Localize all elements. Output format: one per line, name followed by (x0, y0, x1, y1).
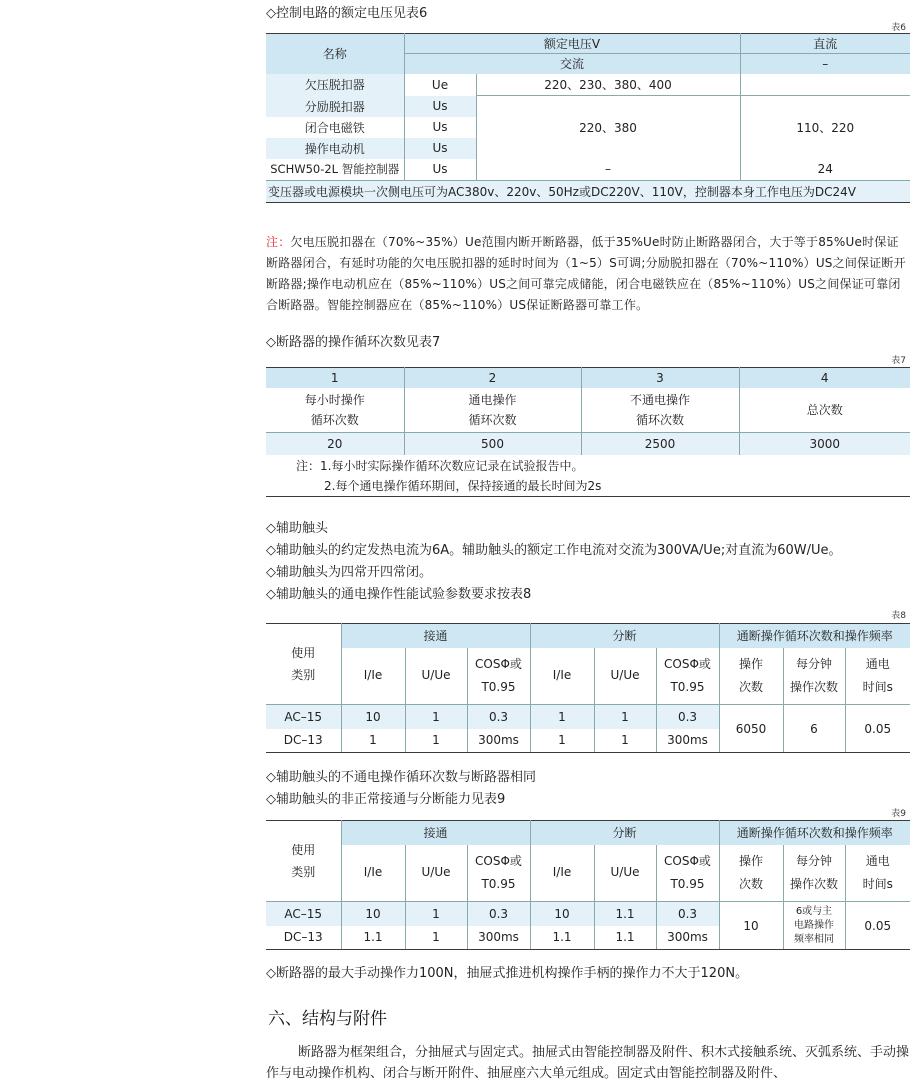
sub-line: 操作次数 (789, 679, 838, 694)
aux-line: ◇辅助触头的通电操作性能试验参数要求按表8 (266, 587, 532, 602)
use-line: 类别 (291, 865, 316, 879)
table9-cell: 1.1 (530, 926, 594, 950)
section-title: 六、结构与附件 (268, 1009, 387, 1029)
table8-use (266, 624, 341, 705)
sub-line: 时间s (862, 679, 893, 694)
table6-merged-dc: 110、220 (740, 96, 910, 159)
table6-cell: Us (404, 159, 476, 181)
aux-line: ◇辅助触头为四常开四常闭。 (266, 565, 432, 580)
table9-sub: U/Ue (594, 845, 656, 902)
table8-sub: U/Ue (405, 648, 467, 705)
table7-value: 20 (266, 433, 404, 455)
table7-label-line: 通电操作 (468, 392, 517, 407)
table9-sub: U/Ue (405, 845, 467, 902)
use-line: 类别 (291, 668, 316, 682)
table7-note: 注：1.每小时实际操作循环次数应记录在试验报告中。 (296, 458, 584, 473)
table8-cell: 1 (341, 729, 405, 753)
sub-line: 操作次数 (789, 876, 838, 891)
table8-sub (467, 648, 530, 705)
sub-line: COSΦ或 (664, 853, 711, 868)
table6-heading: ◇控制电路的额定电压见表6 (266, 6, 428, 21)
table8-cat: DC–13 (266, 729, 341, 753)
table8-sub (719, 648, 783, 705)
sub-line: T0.95 (481, 679, 516, 694)
table7-label: 表7 (891, 356, 906, 366)
table6-cell: Us (404, 138, 476, 159)
table8-off: 分断 (530, 624, 719, 648)
table8-sub (845, 648, 910, 705)
table9-sub (719, 845, 783, 902)
table8-cell: 1 (405, 729, 467, 753)
table8-cell: 0.3 (467, 705, 530, 729)
table7-value: 2500 (581, 433, 739, 455)
note-text: 欠电压脱扣器在（70%~35%）Ue范围内断开断路器，低于35%Ue时防止断路器闭合，大于等于85%Ue时保证断路器闭合，有延时功能的欠电压脱扣器的延时时间为（1~5）S可调;分励脱扣器在（70%~110%）US之间保证断开断路器;操作电动机应在（85%~110%）US之间可靠完成储能，闭合电磁铁应在（85%~110%）US之间保证可靠闭合断路器。智能控制器应在（85%~110%）US保证断路器可靠工作。 (266, 235, 906, 312)
table7-label-cell (581, 388, 739, 433)
table7-value: 3000 (739, 433, 910, 455)
table9-cycle-val: 0.05 (845, 902, 910, 950)
sub-line: COSΦ或 (664, 656, 711, 671)
table8-cell: 300ms (467, 729, 530, 753)
use-line: 使用 (291, 843, 316, 857)
table6-label: 表6 (891, 23, 906, 33)
table7-label-cell (266, 388, 404, 433)
table8-cell: 300ms (656, 729, 719, 753)
table9-cell: 1 (405, 902, 467, 926)
table9-cell: 300ms (467, 926, 530, 950)
table8-cell: 1 (405, 705, 467, 729)
table8-cell: 1 (530, 729, 594, 753)
table6-header-name: 名称 (266, 34, 404, 74)
table6-cell: 24 (740, 159, 910, 181)
table9-cell: 1.1 (341, 926, 405, 950)
table6-merged-ac: 220、380 (476, 96, 740, 159)
table9 (266, 820, 910, 950)
table8-cell: 1 (594, 729, 656, 753)
table6-header-rated: 额定电压V (404, 34, 740, 54)
table7-col: 1 (266, 368, 404, 388)
table8-cat: AC–15 (266, 705, 341, 729)
note-label: 注： (266, 235, 291, 249)
table9-use (266, 821, 341, 902)
table6-cell: Us (404, 96, 476, 117)
table8-cell: 1 (594, 705, 656, 729)
table9-cycle: 通断操作循环次数和操作频率 (719, 821, 910, 845)
table8-sub (783, 648, 845, 705)
note-undervoltage (266, 232, 910, 316)
freq-line: 电路操作 (794, 919, 834, 931)
table8-cycle: 通断操作循环次数和操作频率 (719, 624, 910, 648)
table7-heading: ◇断路器的操作循环次数见表7 (266, 335, 441, 350)
table9-sub (656, 845, 719, 902)
sub-line: 每分钟 (795, 656, 832, 671)
table8 (266, 623, 910, 753)
table8-cell: 0.3 (656, 705, 719, 729)
table6-cell: – (476, 159, 740, 181)
section-paragraph: 断路器为框架组合，分抽屉式与固定式。抽屉式由智能控制器及附件、积木式接触系统、灭弧系统、手动操作与电动操作机构、闭合与断开附件、抽屉座六大单元组成。固定式由智能控制器及附件、 (266, 1045, 910, 1081)
mid-line: ◇辅助触头的非正常接通与分断能力见表9 (266, 792, 506, 807)
table7-note: 2.每个通电操作循环期间，保持接通的最长时间为2s (266, 476, 910, 497)
sub-line: 通电 (865, 853, 890, 868)
table6-header-dash: – (740, 54, 910, 74)
table9-cycle-val (783, 902, 845, 950)
sub-line: T0.95 (481, 876, 516, 891)
table6-cell: 分励脱扣器 (266, 96, 404, 117)
aux-line: ◇辅助触头 (266, 521, 328, 536)
table7-value: 500 (404, 433, 581, 455)
table7-label-cell: 总次数 (739, 388, 910, 433)
use-line: 使用 (291, 646, 316, 660)
table6-footer: 变压器或电源模块一次侧电压可为AC380v、220v、50Hz或DC220V、110V，控制器本身工作电压为DC24V (266, 181, 910, 203)
mid-line: ◇辅助触头的不通电操作循环次数与断路器相同 (266, 770, 536, 785)
sub-line: 次数 (738, 679, 763, 694)
table6-cell (740, 74, 910, 96)
sub-line: T0.95 (670, 876, 705, 891)
table9-sub (467, 845, 530, 902)
sub-line: 每分钟 (795, 853, 832, 868)
force-line: ◇断路器的最大手动操作力100N，抽屉式推进机构操作手柄的操作力不大于120N。 (266, 966, 749, 981)
table8-cycle-val: 0.05 (845, 705, 910, 753)
table6-cell: 220、230、380、400 (476, 74, 740, 96)
sub-line: 操作 (738, 853, 763, 868)
table8-sub: U/Ue (594, 648, 656, 705)
table9-on: 接通 (341, 821, 530, 845)
table8-cell: 1 (530, 705, 594, 729)
table6-cell: 操作电动机 (266, 138, 404, 159)
table6-cell: Us (404, 117, 476, 138)
table7-label-line: 不通电操作 (629, 392, 690, 407)
sub-line: 次数 (738, 876, 763, 891)
table9-cell: 300ms (656, 926, 719, 950)
table8-sub: I/Ie (530, 648, 594, 705)
table6-header-dc: 直流 (740, 34, 910, 54)
table6-cell: Ue (404, 74, 476, 96)
freq-line: 频率相同 (794, 933, 834, 945)
table6-cell: 闭合电磁铁 (266, 117, 404, 138)
table6-cell: SCHW50-2L 智能控制器 (266, 159, 404, 181)
table9-sub (783, 845, 845, 902)
table9-cycle-val: 10 (719, 902, 783, 950)
table9-sub: I/Ie (530, 845, 594, 902)
sub-line: 时间s (862, 876, 893, 891)
table8-sub (656, 648, 719, 705)
sub-line: 操作 (738, 656, 763, 671)
table9-cell: 1 (405, 926, 467, 950)
table7-label-line: 循环次数 (635, 412, 684, 427)
sub-line: COSΦ或 (475, 656, 522, 671)
table6-cell: 欠压脱扣器 (266, 74, 404, 96)
sub-line: COSΦ或 (475, 853, 522, 868)
table6-header-ac: 交流 (404, 54, 740, 74)
table9-cell: 1.1 (594, 926, 656, 950)
table9-off: 分断 (530, 821, 719, 845)
table6 (266, 33, 910, 203)
table8-on: 接通 (341, 624, 530, 648)
freq-line: 6或与主 (795, 905, 833, 917)
table9-sub (845, 845, 910, 902)
table9-cell: 0.3 (467, 902, 530, 926)
table9-cat: DC–13 (266, 926, 341, 950)
table7-label-line: 循环次数 (468, 412, 517, 427)
table7-col: 3 (581, 368, 739, 388)
table9-cell: 1.1 (594, 902, 656, 926)
sub-line: T0.95 (670, 679, 705, 694)
table8-label: 表8 (891, 611, 906, 621)
table7-col: 4 (739, 368, 910, 388)
table7 (266, 367, 910, 497)
table8-sub: I/Ie (341, 648, 405, 705)
table8-cell: 10 (341, 705, 405, 729)
table9-cell: 10 (341, 902, 405, 926)
table7-label-line: 循环次数 (310, 412, 359, 427)
table9-cat: AC–15 (266, 902, 341, 926)
table9-label: 表9 (891, 809, 906, 819)
table7-label-cell (404, 388, 581, 433)
table7-col: 2 (404, 368, 581, 388)
aux-line: ◇辅助触头的约定发热电流为6A。辅助触头的额定工作电流对交流为300VA/Ue;对直流为60W/Ue。 (266, 543, 842, 558)
sub-line: 通电 (865, 656, 890, 671)
table7-label-line: 每小时操作 (304, 392, 365, 407)
table8-cycle-val: 6050 (719, 705, 783, 753)
table8-cycle-val: 6 (783, 705, 845, 753)
table9-sub: I/Ie (341, 845, 405, 902)
table9-cell: 0.3 (656, 902, 719, 926)
table9-cell: 10 (530, 902, 594, 926)
